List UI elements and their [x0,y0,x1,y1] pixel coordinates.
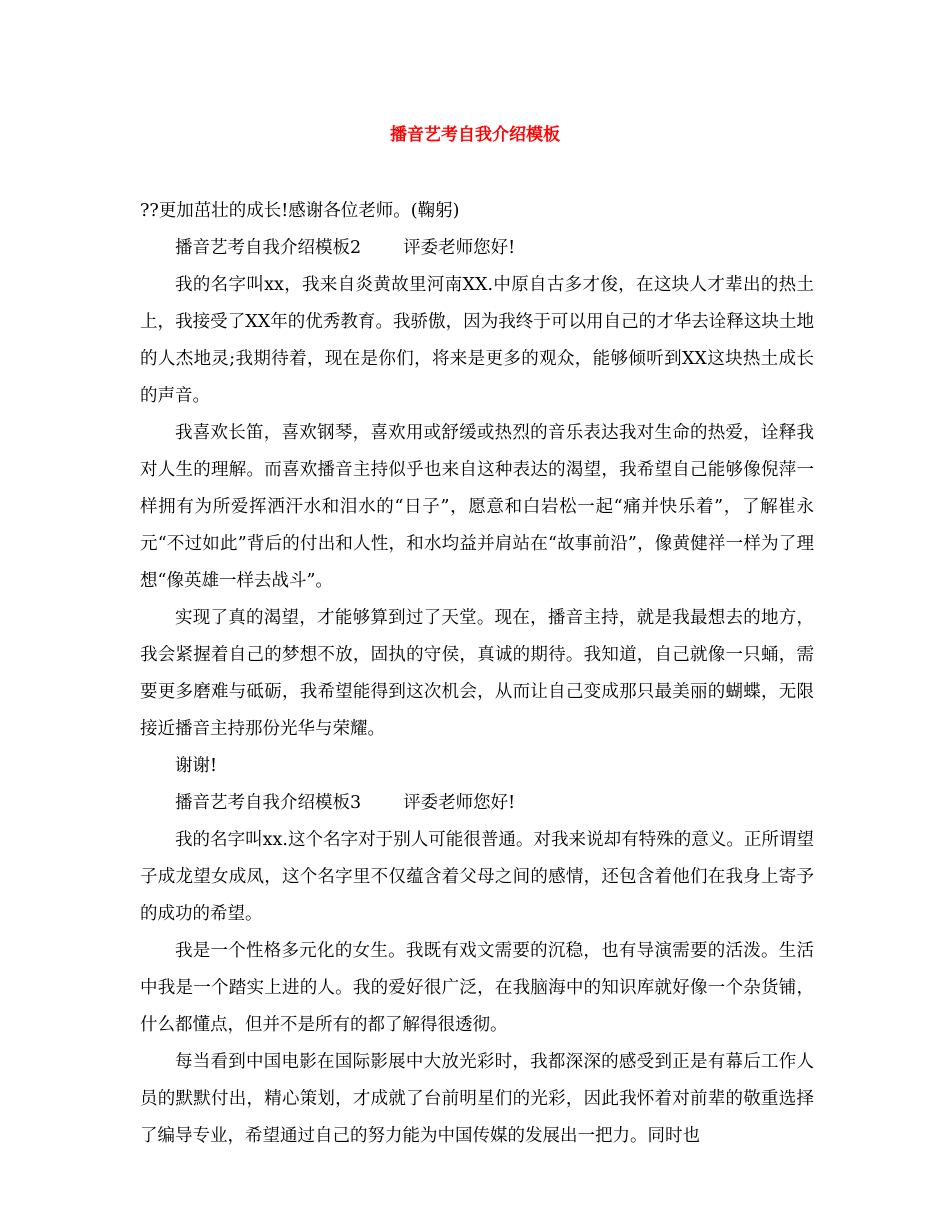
greeting: 评委老师您好! [403,793,516,813]
paragraph: ??更加茁壮的成长!感谢各位老师。(鞠躬) [140,201,460,221]
document-title: 播音艺考自我介绍模板 [390,125,560,145]
section-heading: 播音艺考自我介绍模板2 [175,238,362,258]
section-heading: 播音艺考自我介绍模板3 [175,793,362,813]
paragraph: 实现了真的渴望，才能够算到过了天堂。现在，播音主持，就是我最想去的地方，我会紧握着自己的梦想不放，固执的守侯，真诚的期待。我知道，自己就像一只蛹，需要更多磨难与砥砺，我希望能得到这次机会，从而让自己变成那只最美丽的蝴蝶，无限接近播音主持那份光华与荣耀。 [140,608,814,739]
greeting: 评委老师您好! [403,238,516,258]
paragraph: 每当看到中国电影在国际影展中大放光彩时，我都深深的感受到正是有幕后工作人员的默默付出，精心策划，才成就了台前明星们的光彩，因此我怀着对前辈的敬重选择了编导专业，希望通过自己的努力能为中国传媒的发展出一把力。同时也 [140,1052,814,1146]
paragraph: 我是一个性格多元化的女生。我既有戏文需要的沉稳，也有导演需要的活泼。生活中我是一个踏实上进的人。我的爱好很广泛，在我脑海中的知识库就好像一个杂货铺，什么都懂点，但并不是所有的都了解得很透彻。 [140,941,814,1035]
section-heading-paragraph [140,785,814,822]
paragraph: 我喜欢长笛，喜欢钢琴，喜欢用或舒缓或热烈的音乐表达我对生命的热爱，诠释我对人生的理解。而喜欢播音主持似乎也来自这种表达的渴望，我希望自己能够像倪萍一样拥有为所爱挥洒汗水和泪水的“日子”，愿意和白岩松一起“痛并快乐着”，了解崔永元“不过如此”背后的付出和人性，和水均益并肩站在“故事前沿”，像黄健祥一样为了理想“像英雄一样去战斗”。 [140,423,814,591]
paragraph: 我的名字叫xx，我来自炎黄故里河南XX.中原自古多才俊，在这块人才辈出的热土上，我接受了XX年的优秀教育。我骄傲，因为我终于可以用自己的才华去诠释这块土地的人杰地灵;我期待着，现在是你们，将来是更多的观众，能够倾听到XX这块热土成长的声音。 [140,275,814,406]
paragraph: 谢谢! [175,756,218,776]
document-body [140,193,814,1155]
section-heading-paragraph [140,230,814,267]
paragraph: 我的名字叫xx.这个名字对于别人可能很普通。对我来说却有特殊的意义。正所谓望子成龙望女成凤，这个名字里不仅蕴含着父母之间的感情，还包含着他们在我身上寄予的成功的希望。 [140,830,814,924]
